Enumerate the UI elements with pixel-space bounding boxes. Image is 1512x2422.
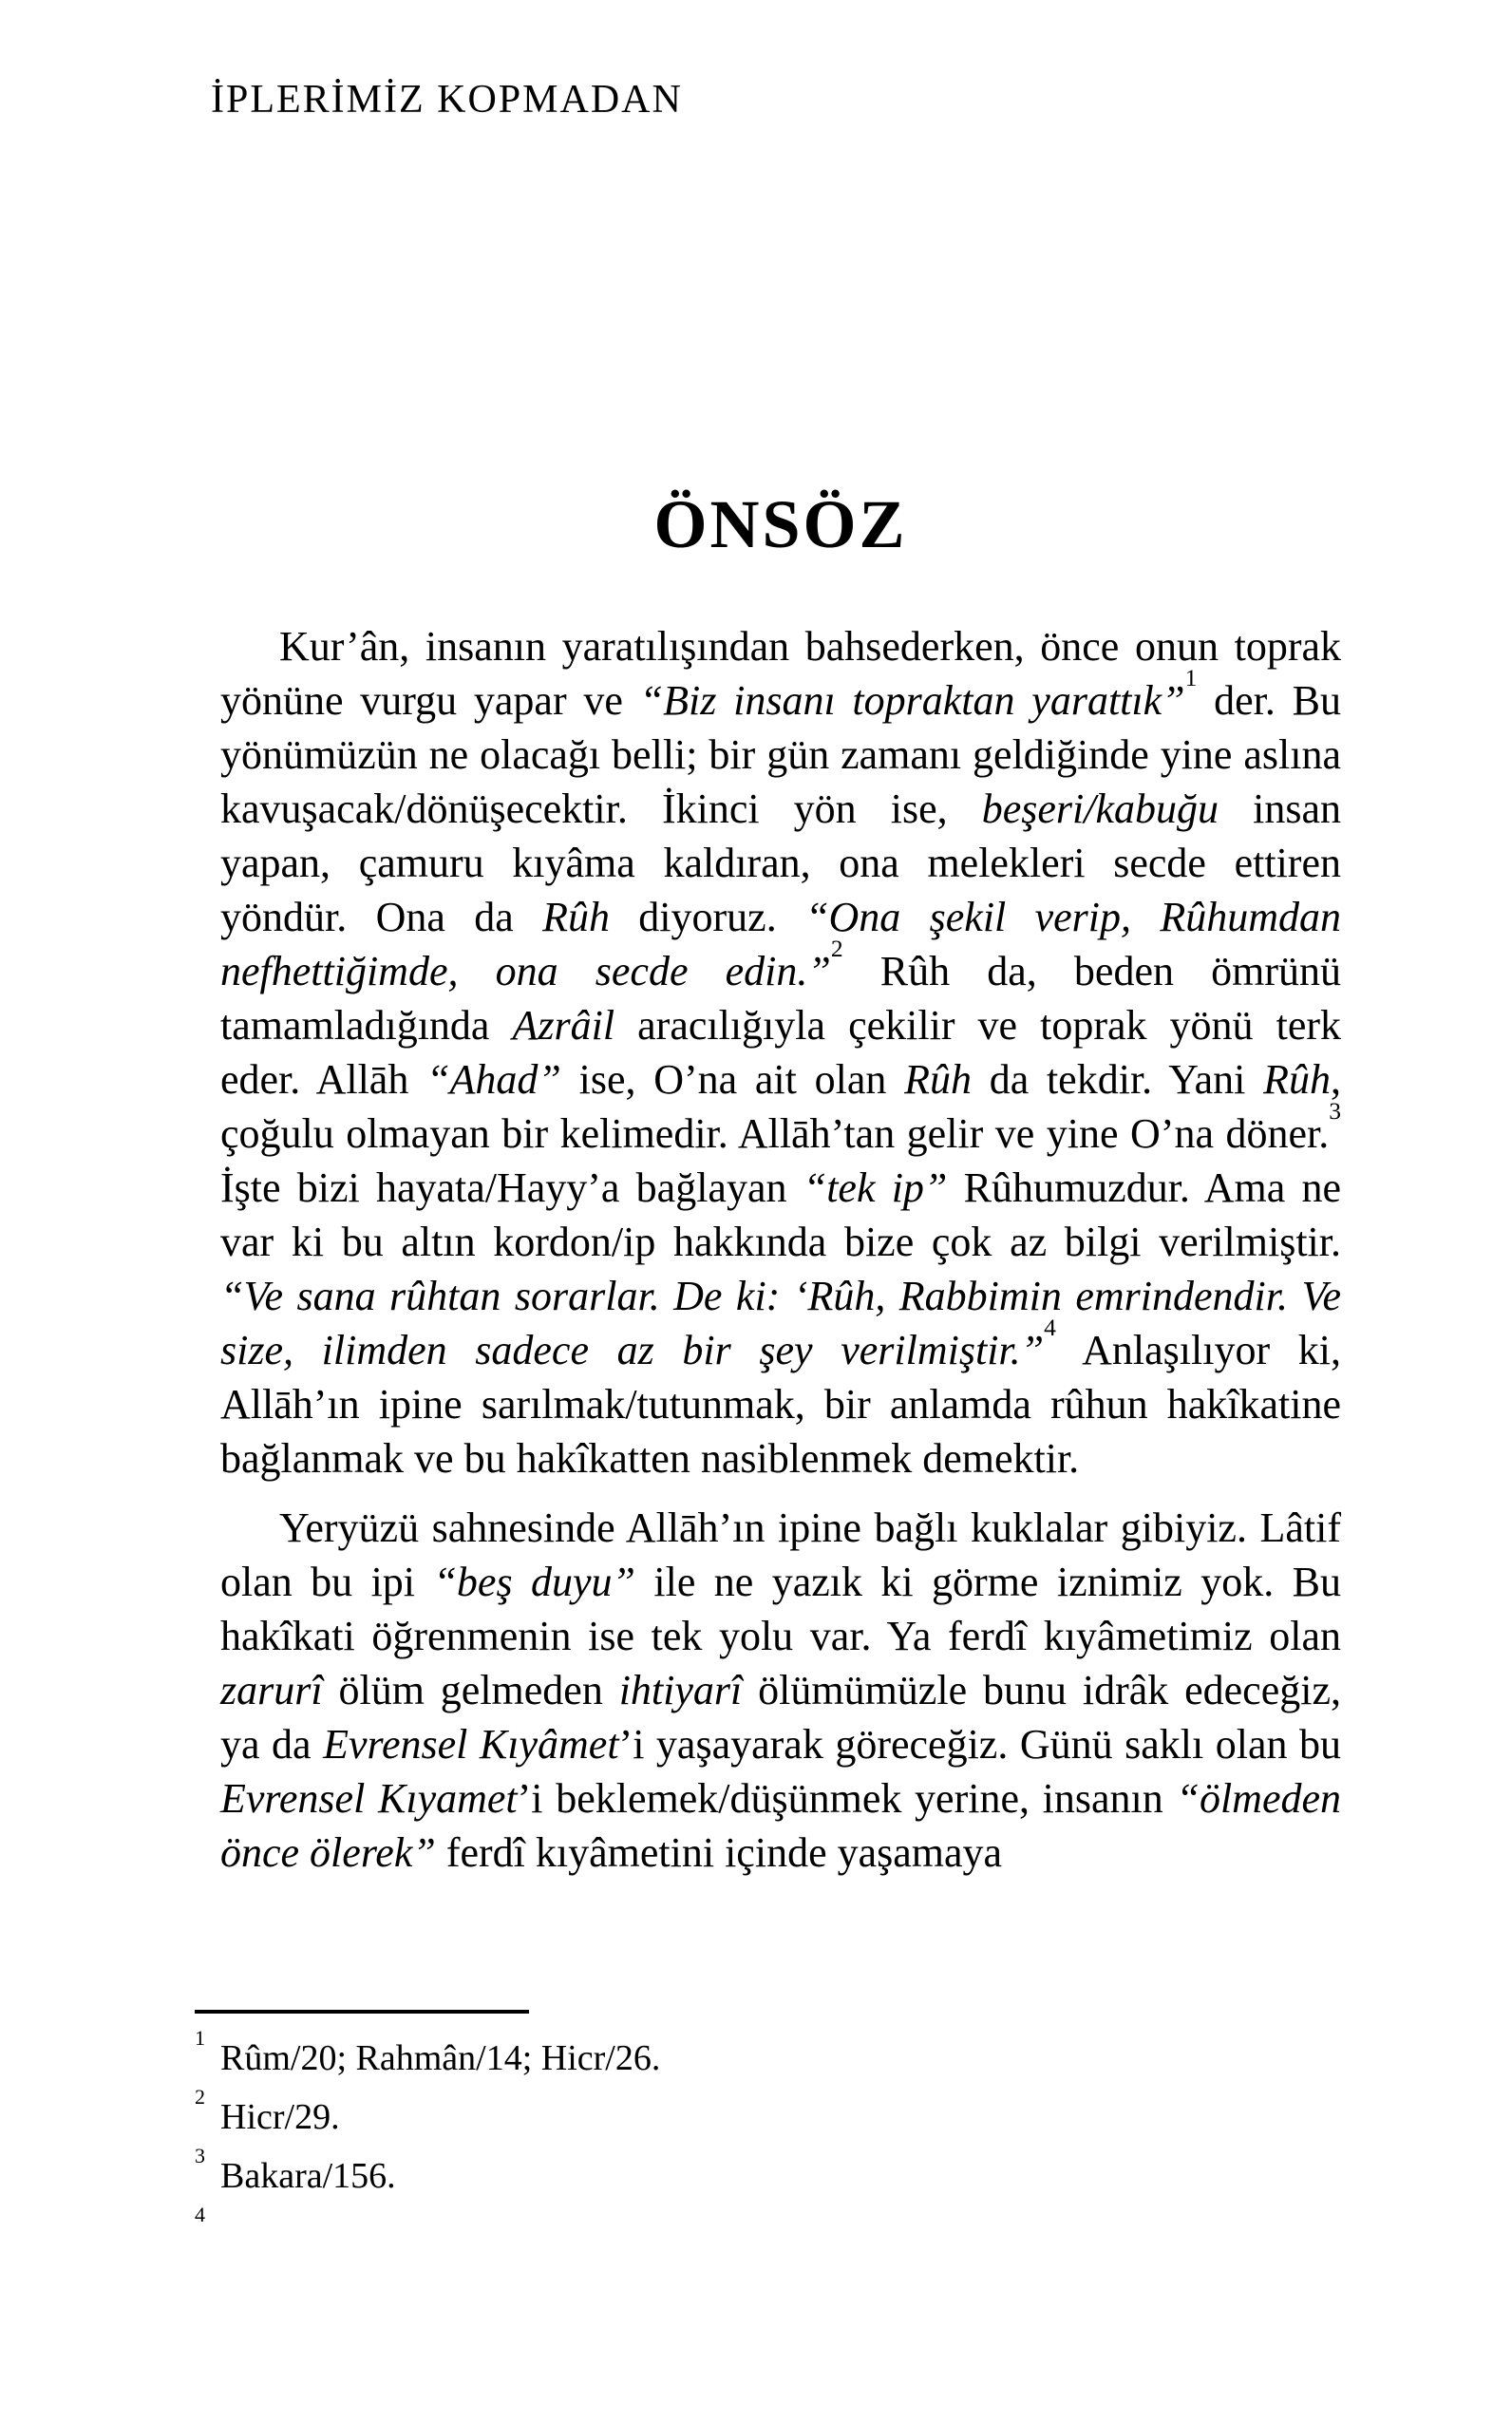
emphasized-text: “Ona şekil verip, Rûhumdan nefhettiğimde, ona secde edin.”: [220, 894, 1342, 994]
emphasized-text: zarurî: [220, 1667, 323, 1713]
body-run: insan yapan, çamuru kıyâma kaldıran, ona melekleri secde ettiren yöndür. Ona da: [220, 785, 1341, 940]
body-run: ’i yaşayarak göreceğiz. Günü saklı olan bu: [618, 1721, 1342, 1768]
footnote-separator: [195, 2010, 529, 2014]
page-title: ÖNSÖZ: [653, 486, 908, 563]
footnote-number: 2: [195, 2085, 206, 2110]
emphasized-text: Evrensel Kıyamet: [220, 1775, 518, 1822]
footnote-ref: 3: [1329, 1097, 1341, 1126]
running-header: İPLERİMİZ KOPMADAN: [211, 78, 683, 122]
body-run: da tekdir. Yani: [971, 1056, 1264, 1103]
footnotes-section: [195, 2010, 1344, 2264]
footnote-text: Hicr/29.: [220, 2097, 340, 2137]
footnote: [195, 2026, 1344, 2088]
emphasized-text: Rûh: [1263, 1056, 1331, 1103]
body-run: Kur’ân, insanın yaratılışından bahsederken, önce onun toprak yönüne vurgu yapar ve: [220, 623, 1341, 724]
footnote-number: 3: [195, 2144, 206, 2168]
body-run: İşte bizi hayata/Hayy’a bağlayan: [220, 1164, 803, 1211]
body-run: Rûh da, beden ömrünü tamamladığında: [220, 948, 1342, 1049]
emphasized-text: Rûh: [904, 1056, 972, 1103]
footnote: [195, 2085, 1344, 2147]
paragraph: [220, 1501, 1341, 1880]
footnote-text: Bakara/156.: [220, 2156, 396, 2196]
body-run: ile ne yazık ki görme iznimiz yok. Bu hakîkati öğrenmenin ise tek yolu var. Ya ferdî kıyâmetimiz olan: [220, 1559, 1342, 1659]
emphasized-text: “tek ip”: [803, 1164, 948, 1211]
body-run: der. Bu yönümüzün ne olacağı belli; bir gün zamanı geldiğinde yine aslına kavuşacak/dönüşecektir. İkinci yön ise,: [220, 677, 1341, 832]
emphasized-text: beşeri/kabuğu: [981, 785, 1219, 832]
footnote-ref: 1: [1184, 664, 1198, 692]
emphasized-text: “Ve sana rûhtan sorarlar. De ki: ‘Rûh, Rabbimin emrindendir. Ve size, ilimden sadece az bir şey verilmiştir.”: [220, 1273, 1341, 1373]
footnote-number: 1: [195, 2026, 206, 2051]
emphasized-text: “beş duyu”: [433, 1559, 635, 1605]
body-run: ferdî kıyâmetini içinde yaşamaya: [435, 1829, 1003, 1876]
body-run: aracılığıyla çekilir ve toprak yönü terk eder. Allāh: [220, 1002, 1341, 1103]
body-run: ise, O’na ait olan: [560, 1056, 905, 1103]
body-text: [220, 619, 1341, 1880]
body-run: ölümümüzle bunu idrâk edeceğiz, ya da: [220, 1667, 1341, 1768]
footnote-number: 4: [195, 2203, 206, 2227]
footnote: [195, 2144, 1344, 2205]
body-run: diyoruz.: [609, 894, 806, 940]
emphasized-text: Azrâil: [512, 1002, 615, 1049]
footnote-text: Rûm/20; Rahmân/14; Hicr/26.: [220, 2038, 661, 2078]
footnote-ref: 2: [830, 935, 843, 963]
footnote-ref: 4: [1044, 1314, 1056, 1342]
emphasized-text: ihtiyarî: [618, 1667, 743, 1713]
body-run: ’i beklemek/düşünmek yerine, insanın: [517, 1775, 1177, 1822]
body-run: , çoğulu olmayan bir kelimedir. Allāh’tan gelir ve yine O’na döner.: [220, 1056, 1341, 1157]
body-run: Anlaşılıyor ki, Allāh’ın ipine sarılmak/tutunmak, bir anlamda rûhun hakîkatine bağlanmak ve bu hakîkatten nasiblenmek demektir.: [220, 1327, 1341, 1482]
emphasized-text: Rûh: [542, 894, 610, 940]
body-run: Rûhumuzdur. Ama ne var ki bu altın kordon/ip hakkında bize çok az bilgi verilmiştir.: [220, 1164, 1341, 1265]
emphasized-text: “Biz insanı topraktan yarattık”: [639, 677, 1185, 724]
emphasized-text: Evrensel Kıyâmet: [323, 1721, 619, 1768]
footnote: [195, 2205, 1344, 2264]
emphasized-text: “Ahad”: [426, 1056, 561, 1103]
body-run: Yeryüzü sahnesinde Allāh’ın ipine bağlı kuklalar gibiyiz. Lâtif olan bu ipi: [220, 1504, 1341, 1605]
paragraph: [220, 619, 1341, 1485]
footnote-list: [195, 2026, 1344, 2264]
emphasized-text: “ölmeden önce ölerek”: [220, 1775, 1341, 1876]
body-run: ölüm gelmeden: [322, 1667, 619, 1713]
